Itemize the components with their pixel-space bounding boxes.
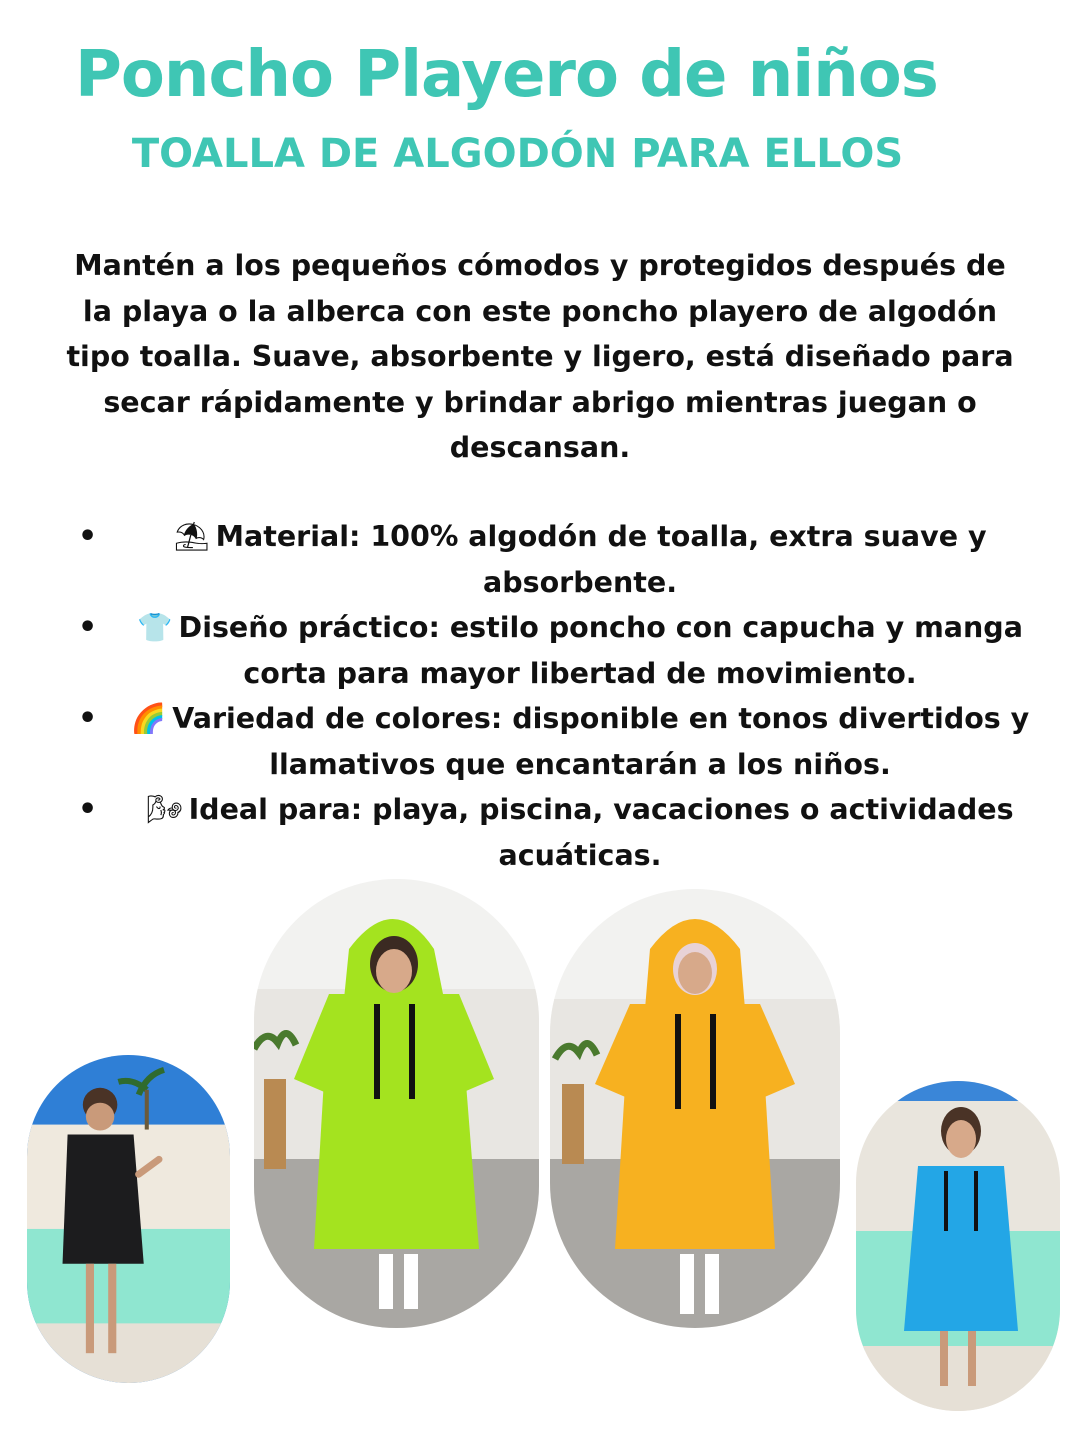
page-subtitle: TOALLA DE ALGODÓN PARA ELLOS [131,131,904,177]
bullet: • [78,792,98,827]
product-photo-black-poncho [27,1055,230,1383]
shirt-icon: 👕 [137,611,173,644]
bullet: • [78,519,98,554]
green-poncho [314,994,479,1249]
page-title: Poncho Playero de niños [75,38,938,112]
feature-text: Variedad de colores: disponible en tonos divertidos y llamativos que encantarán a los niños. [172,702,1030,781]
beach-umbrella-icon: ⛱ [173,520,210,553]
feature-text: Ideal para: playa, piscina, vacaciones o actividades acuáticas. [188,793,1014,872]
blue-poncho [904,1166,1018,1331]
feature-item-design [60,605,1050,696]
feature-text: Diseño práctico: estilo poncho con capucha y manga corta para mayor libertad de movimiento. [178,611,1023,690]
rainbow-icon: 🌈 [130,702,167,735]
bullet: • [78,610,98,645]
intro-paragraph: Mantén a los pequeños cómodos y protegidos después de la playa o la alberca con este poncho playero de algodón tipo toalla. Suave, absorbente y ligero, está diseñado para secar rápidamente y brindar abrigo mientras juegan o descansan. [66,249,1014,464]
bullet: • [78,701,98,736]
product-photo-green-poncho [254,879,539,1328]
wind-icon: 🌬 [146,793,183,826]
yellow-poncho [615,1004,775,1249]
feature-item-material [60,514,1050,605]
feature-item-colors [60,696,1050,787]
product-photo-yellow-poncho [550,889,840,1328]
feature-list [60,514,1050,878]
black-poncho [63,1135,144,1264]
product-photo-blue-poncho [856,1081,1060,1411]
feature-item-ideal-for [60,787,1050,878]
feature-text: Material: 100% algodón de toalla, extra suave y absorbente. [215,520,987,599]
